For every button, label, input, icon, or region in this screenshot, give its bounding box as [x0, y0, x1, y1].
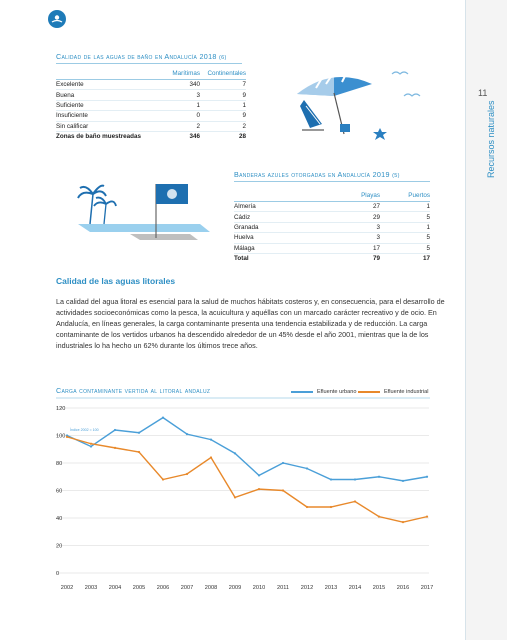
y-tick-label: 40: [56, 516, 63, 522]
row-label: Sin calificar: [56, 121, 154, 131]
row-value: 28: [238, 133, 246, 141]
data-point-series-1: [282, 489, 284, 491]
data-point-series-0: [234, 452, 236, 454]
data-point-series-0: [258, 474, 260, 476]
page-number: 11: [478, 88, 488, 98]
x-tick-label: 2006: [156, 585, 170, 591]
data-point-series-0: [138, 432, 140, 434]
row-label: Suficiente: [56, 100, 154, 110]
x-tick-label: 2004: [108, 585, 122, 591]
x-tick-label: 2016: [396, 585, 410, 591]
data-point-series-1: [90, 443, 92, 445]
series-line-1: [67, 437, 427, 522]
data-point-series-0: [426, 476, 428, 478]
x-tick-label: 2011: [276, 585, 290, 591]
data-point-series-1: [402, 521, 404, 523]
flags-table-title: Banderas azules otorgadas en Andalucía 2019 (5): [234, 170, 430, 182]
x-tick-label: 2012: [300, 585, 314, 591]
y-tick-label: 80: [56, 461, 63, 467]
data-point-series-0: [210, 439, 212, 441]
row-label: Huelva: [234, 233, 330, 243]
row-value: 27: [330, 202, 380, 212]
row-value: 79: [372, 255, 380, 263]
row-value: 5: [380, 243, 430, 253]
y-tick-label: 0: [56, 571, 60, 577]
data-point-series-1: [162, 478, 164, 480]
flags-header-1: Playas: [330, 190, 380, 202]
x-tick-label: 2002: [60, 585, 74, 591]
y-tick-label: 60: [56, 488, 63, 495]
data-point-series-1: [330, 506, 332, 508]
data-point-series-0: [354, 478, 356, 480]
data-point-series-0: [162, 417, 164, 419]
row-value: 17: [330, 243, 380, 253]
row-value: 5: [380, 212, 430, 222]
data-point-series-0: [306, 467, 308, 469]
legend-label-industrial: Efluente industrial: [384, 389, 429, 395]
data-point-series-0: [186, 433, 188, 435]
row-value: 3: [330, 233, 380, 243]
row-value: 1: [200, 100, 246, 110]
x-tick-label: 2013: [324, 585, 338, 591]
y-tick-label: 120: [56, 406, 66, 412]
data-point-series-1: [426, 516, 428, 518]
data-point-series-1: [210, 456, 212, 458]
data-point-series-0: [330, 478, 332, 480]
bathing-header-2: Continentales: [200, 68, 246, 80]
coastal-quality-paragraph: La calidad del agua litoral es esencial para la salud de muchos hábitats costeros y, en consecuencia, para el desarrollo de actividades socioeconómicas como la pesca, la acuicultura y aquéllas con un marcado carácter recreativo y de ocio. En Andalucía, en líneas generales, la carga contaminante presenta una tendencia estabilizada y de reducción. La carga contaminante de los vertidos urbanos ha descendido alrededor de un 45% desde el año 2001, mientras que la de los industriales lo ha hecho un 62% durante los últimos trece años.: [56, 297, 445, 350]
row-value: 9: [200, 111, 246, 121]
row-value: 340: [154, 80, 200, 90]
x-tick-label: 2010: [252, 585, 266, 591]
data-point-series-1: [258, 488, 260, 490]
row-value: 9: [200, 90, 246, 100]
data-point-series-1: [234, 496, 236, 498]
data-point-series-1: [138, 451, 140, 453]
y-tick-label: 100: [56, 433, 66, 440]
row-label: Buena: [56, 90, 154, 100]
x-tick-label: 2009: [228, 585, 242, 591]
data-point-series-1: [378, 516, 380, 518]
row-value: 5: [380, 233, 430, 243]
data-point-series-0: [378, 476, 380, 478]
x-tick-label: 2007: [180, 585, 194, 591]
data-point-series-1: [306, 506, 308, 508]
bathing-header-1: Marítimas: [154, 68, 200, 80]
data-point-series-1: [66, 436, 68, 438]
row-label: Málaga: [234, 243, 330, 253]
x-tick-label: 2015: [372, 585, 386, 591]
x-tick-label: 2014: [348, 585, 362, 591]
data-point-series-0: [90, 445, 92, 447]
row-value: 7: [200, 80, 246, 90]
coastal-quality-heading: Calidad de las aguas litorales: [56, 276, 176, 286]
data-point-series-1: [114, 447, 116, 449]
data-point-series-1: [354, 500, 356, 502]
row-value: 1: [380, 202, 430, 212]
row-label: Zonas de baño muestreadas: [56, 133, 142, 141]
chart-title: Carga contaminante vertida al litoral andaluz: [56, 386, 211, 395]
row-value: 2: [154, 121, 200, 131]
row-label: Excelente: [56, 80, 154, 90]
x-tick-label: 2005: [132, 585, 146, 591]
data-point-series-0: [282, 462, 284, 464]
data-point-series-1: [186, 473, 188, 475]
row-value: 1: [154, 100, 200, 110]
row-label: Almería: [234, 202, 330, 212]
row-label: Granada: [234, 222, 330, 232]
y-tick-label: 20: [56, 543, 63, 550]
x-tick-label: 2003: [84, 585, 98, 591]
legend-label-urban: Efluente urbano: [317, 389, 357, 395]
row-value: 17: [422, 255, 430, 263]
x-tick-label: 2008: [204, 585, 218, 591]
row-label: Total: [234, 255, 249, 263]
row-value: 3: [330, 222, 380, 232]
data-point-series-0: [114, 429, 116, 431]
row-value: 3: [154, 90, 200, 100]
row-value: 346: [189, 133, 200, 141]
row-value: 2: [200, 121, 246, 131]
data-point-series-0: [402, 480, 404, 482]
row-value: 1: [380, 222, 430, 232]
bathing-table-title: Calidad de las aguas de baño en Andalucía 2018 (6): [56, 52, 242, 64]
row-label: Cádiz: [234, 212, 330, 222]
chart-annotation: Índice 2002 = 100: [70, 428, 99, 432]
row-value: 29: [330, 212, 380, 222]
x-tick-label: 2017: [420, 585, 434, 591]
row-value: 0: [154, 111, 200, 121]
flags-header-2: Puertos: [380, 190, 430, 202]
row-label: Insuficiente: [56, 111, 154, 121]
